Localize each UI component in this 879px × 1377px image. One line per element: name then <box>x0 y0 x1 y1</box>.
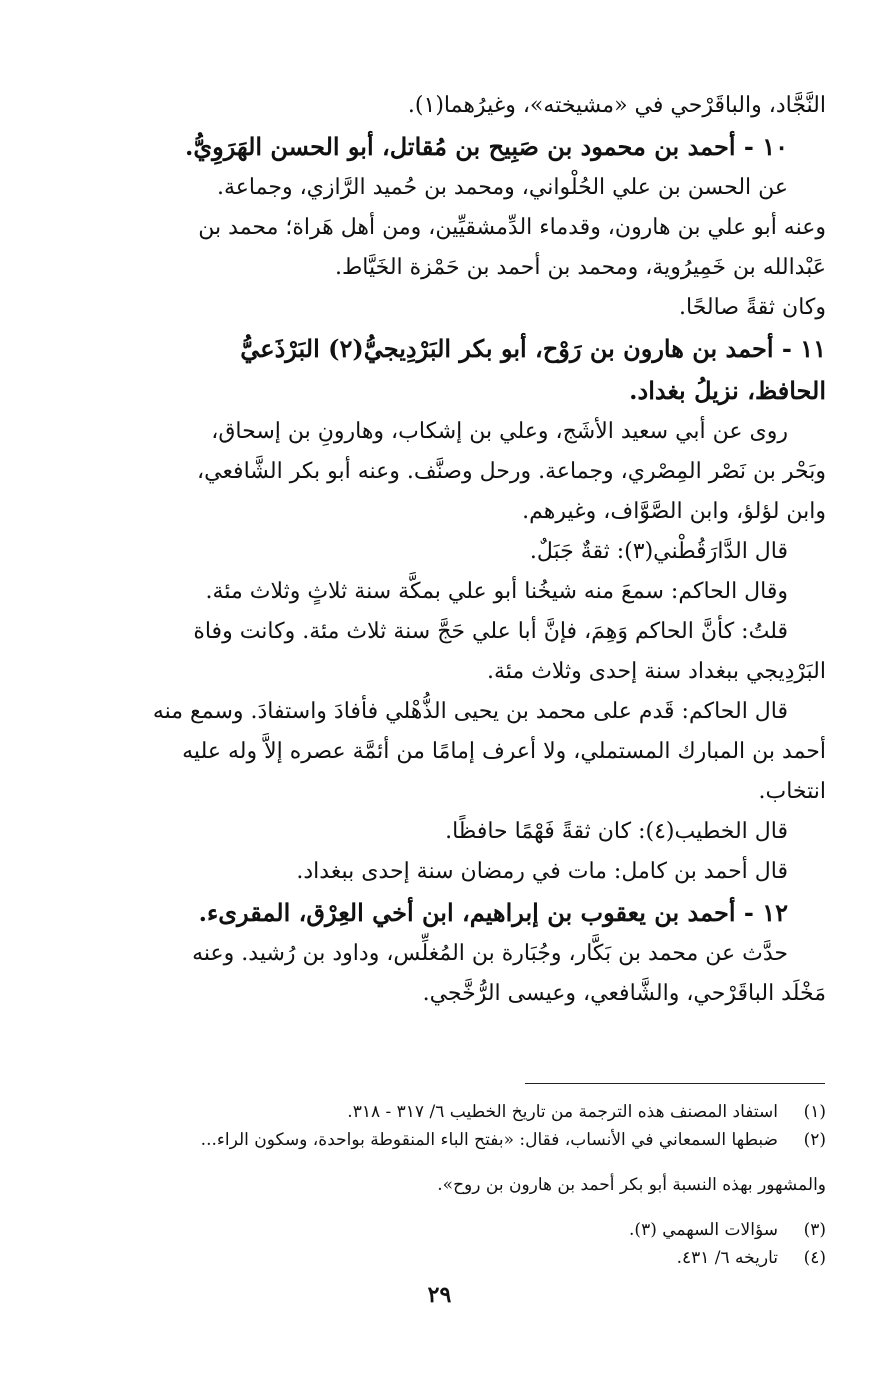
footnote-text: تاريخه ٦/ ٤٣١. <box>676 1248 778 1268</box>
footnote <box>86 1244 826 1272</box>
entry-heading-11-cont: الحافظ، نزيلُ بغداد. <box>629 376 826 405</box>
text-line: قال أحمد بن كامل: مات في رمضان سنة إحدى ببغداد. <box>296 859 788 884</box>
footnote-text: استفاد المصنف هذه الترجمة من تاريخ الخطيب ٦/ ٣١٧ - ٣١٨. <box>347 1102 778 1122</box>
page-number: ٢٩ <box>427 1282 452 1308</box>
text-line: وقال الحاكم: سمعَ منه شيخُنا أبو علي بمكَّة سنة ثلاثٍ وثلاث مئة. <box>205 579 788 604</box>
footnotes <box>86 1098 826 1272</box>
text-line: قال الدَّارَقُطْني(٣): ثقةٌ جَبَلٌ. <box>529 539 788 564</box>
footnote-continuation: والمشهور بهذه النسبة أبو بكر أحمد بن هارون بن روح». <box>437 1175 826 1195</box>
footnote-number: (٤) <box>803 1248 826 1268</box>
footnote-text: ضبطها السمعاني في الأنساب، فقال: «بفتح الباء المنقوطة بواحدة، وسكون الراء... <box>200 1130 778 1150</box>
footnote <box>86 1216 826 1244</box>
text-line: مَخْلَد الباقَرْحي، والشَّافعي، وعيسى الرُّخَّجي. <box>422 981 826 1006</box>
text-line: وبَحْر بن نَصْر المِصْري، وجماعة. ورحل وصنَّف. وعنه أبو بكر الشَّافعي، <box>197 459 826 484</box>
text-line: روى عن أبي سعيد الأشَج، وعلي بن إشكاب، وهارونِ بن إسحاق، <box>211 419 788 444</box>
text-line: قال الحاكم: قَدم على محمد بن يحيى الذُّهْلي فأفادَ واستفادَ. وسمع منه <box>152 699 788 724</box>
entry-heading-10: ١٠ - أحمد بن محمود بن صَبِيح بن مُقاتل، أبو الحسن الهَرَوِيُّ. <box>185 132 788 161</box>
text-line: عَبْدالله بن خَمِيرُوية، ومحمد بن أحمد بن حَمْزة الخَيَّاط. <box>334 255 826 280</box>
text-line: وكان ثقةً صالحًا. <box>679 295 826 320</box>
footnote-number: (٢) <box>803 1130 826 1150</box>
footnote <box>86 1098 826 1126</box>
entry-heading-12: ١٢ - أحمد بن يعقوب بن إبراهيم، ابن أخي العِرْق، المقرىء. <box>198 898 788 927</box>
text-line: وابن لؤلؤ، وابن الصَّوَّاف، وغيرهم. <box>522 499 826 524</box>
footnote-divider <box>525 1083 825 1084</box>
text-line: حدَّث عن محمد بن بَكَّار، وجُبَارة بن المُغلِّس، وداود بن رُشيد. وعنه <box>192 941 788 966</box>
text-line: انتخاب. <box>758 779 826 804</box>
text-line: البَرْدِيجي ببغداد سنة إحدى وثلاث مئة. <box>487 659 826 684</box>
entry-heading-11: ١١ - أحمد بن هارون بن رَوْح، أبو بكر البَرْدِيجيُّ(٢) البَرْذَعيُّ <box>240 334 826 363</box>
footnote-text: سؤالات السهمي (٣). <box>629 1220 778 1240</box>
text-line: وعنه أبو علي بن هارون، وقدماء الدِّمشقيِّين، ومن أهل هَراة؛ محمد بن <box>198 215 826 240</box>
text-line: أحمد بن المبارك المستملي، ولا أعرف إمامًا من أئمَّة عصره إلاَّ وله عليه <box>182 739 826 764</box>
footnote-number: (٣) <box>803 1220 826 1240</box>
text-line: قال الخطيب(٤): كان ثقةً فَهْمًا حافظًا. <box>445 819 788 844</box>
text-line: النَّجَّاد، والباقَرْحي في «مشيخته»، وغيرُهما(١). <box>407 93 826 118</box>
footnote-number: (١) <box>803 1102 826 1122</box>
main-text <box>86 86 826 1014</box>
footnote <box>86 1126 826 1154</box>
text-line: عن الحسن بن علي الحُلْواني، ومحمد بن حُميد الرَّازي، وجماعة. <box>217 175 788 200</box>
text-line: قلتُ: كأنَّ الحاكم وَهِمَ، فإنَّ أبا علي حَجَّ سنة ثلاث مئة. وكانت وفاة <box>193 619 788 644</box>
